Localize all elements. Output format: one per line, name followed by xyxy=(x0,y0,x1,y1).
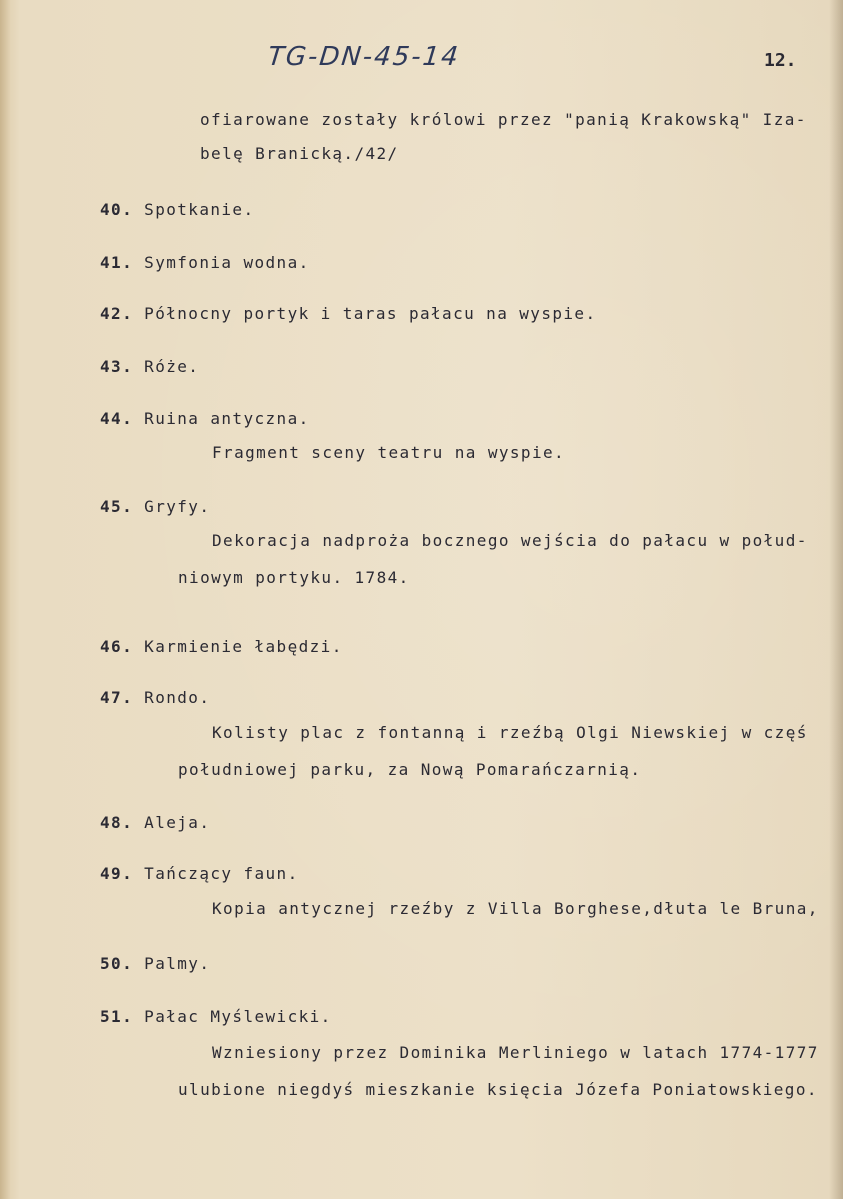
entry-title: Gryfy. xyxy=(144,497,211,516)
continuation-line-1: ofiarowane zostały królowi przez "panią Krakowską" Iza- xyxy=(200,110,807,129)
entry-title: Róże. xyxy=(144,357,200,376)
handwritten-reference: TG-DN-45-14 xyxy=(266,42,462,72)
list-item xyxy=(100,409,310,428)
list-item xyxy=(100,688,210,707)
list-item xyxy=(100,813,210,832)
list-item xyxy=(100,954,210,973)
list-item xyxy=(100,1007,332,1026)
entry-title: Symfonia wodna. xyxy=(144,253,310,272)
paper-right-edge xyxy=(829,0,843,1199)
entry-number: 40. xyxy=(100,200,134,219)
page-number: 12. xyxy=(764,50,797,71)
entry-title: Karmienie łabędzi. xyxy=(144,637,343,656)
entry-title: Ruina antyczna. xyxy=(144,409,310,428)
list-item xyxy=(100,253,310,272)
entry-description: południowej parku, za Nową Pomarańczarnią. xyxy=(178,760,642,779)
paper-left-edge xyxy=(0,0,10,1199)
entry-description: Dekoracja nadproża bocznego wejścia do pałacu w połud- xyxy=(212,531,808,550)
entry-number: 46. xyxy=(100,637,134,656)
entry-number: 41. xyxy=(100,253,134,272)
entry-number: 49. xyxy=(100,864,134,883)
list-item xyxy=(100,304,597,323)
entry-title: Tańczący faun. xyxy=(144,864,299,883)
entry-number: 44. xyxy=(100,409,134,428)
entry-number: 42. xyxy=(100,304,134,323)
list-item xyxy=(100,637,343,656)
entry-number: 50. xyxy=(100,954,134,973)
entry-description: ulubione niegdyś mieszkanie księcia Józefa Poniatowskiego. xyxy=(178,1080,818,1099)
entry-description: Kopia antycznej rzeźby z Villa Borghese,dłuta le Bruna, xyxy=(212,899,819,918)
entry-number: 51. xyxy=(100,1007,134,1026)
entry-number: 45. xyxy=(100,497,134,516)
entry-title: Rondo. xyxy=(144,688,211,707)
list-item xyxy=(100,357,199,376)
entry-description: Kolisty plac z fontanną i rzeźbą Olgi Niewskiej w częś xyxy=(212,723,808,742)
entry-description: Fragment sceny teatru na wyspie. xyxy=(212,443,566,462)
continuation-line-2: belę Branicką./42/ xyxy=(200,144,399,163)
list-item xyxy=(100,200,254,219)
entry-description: niowym portyku. 1784. xyxy=(178,568,410,587)
entry-title: Północny portyk i taras pałacu na wyspie. xyxy=(144,304,597,323)
list-item xyxy=(100,864,299,883)
entry-title: Palmy. xyxy=(144,954,211,973)
list-item xyxy=(100,497,210,516)
entry-number: 47. xyxy=(100,688,134,707)
entry-number: 48. xyxy=(100,813,134,832)
entry-title: Aleja. xyxy=(144,813,211,832)
entry-number: 43. xyxy=(100,357,134,376)
entry-title: Pałac Myślewicki. xyxy=(144,1007,332,1026)
entry-description: Wzniesiony przez Dominika Merliniego w latach 1774-1777 xyxy=(212,1043,819,1062)
entry-title: Spotkanie. xyxy=(144,200,255,219)
